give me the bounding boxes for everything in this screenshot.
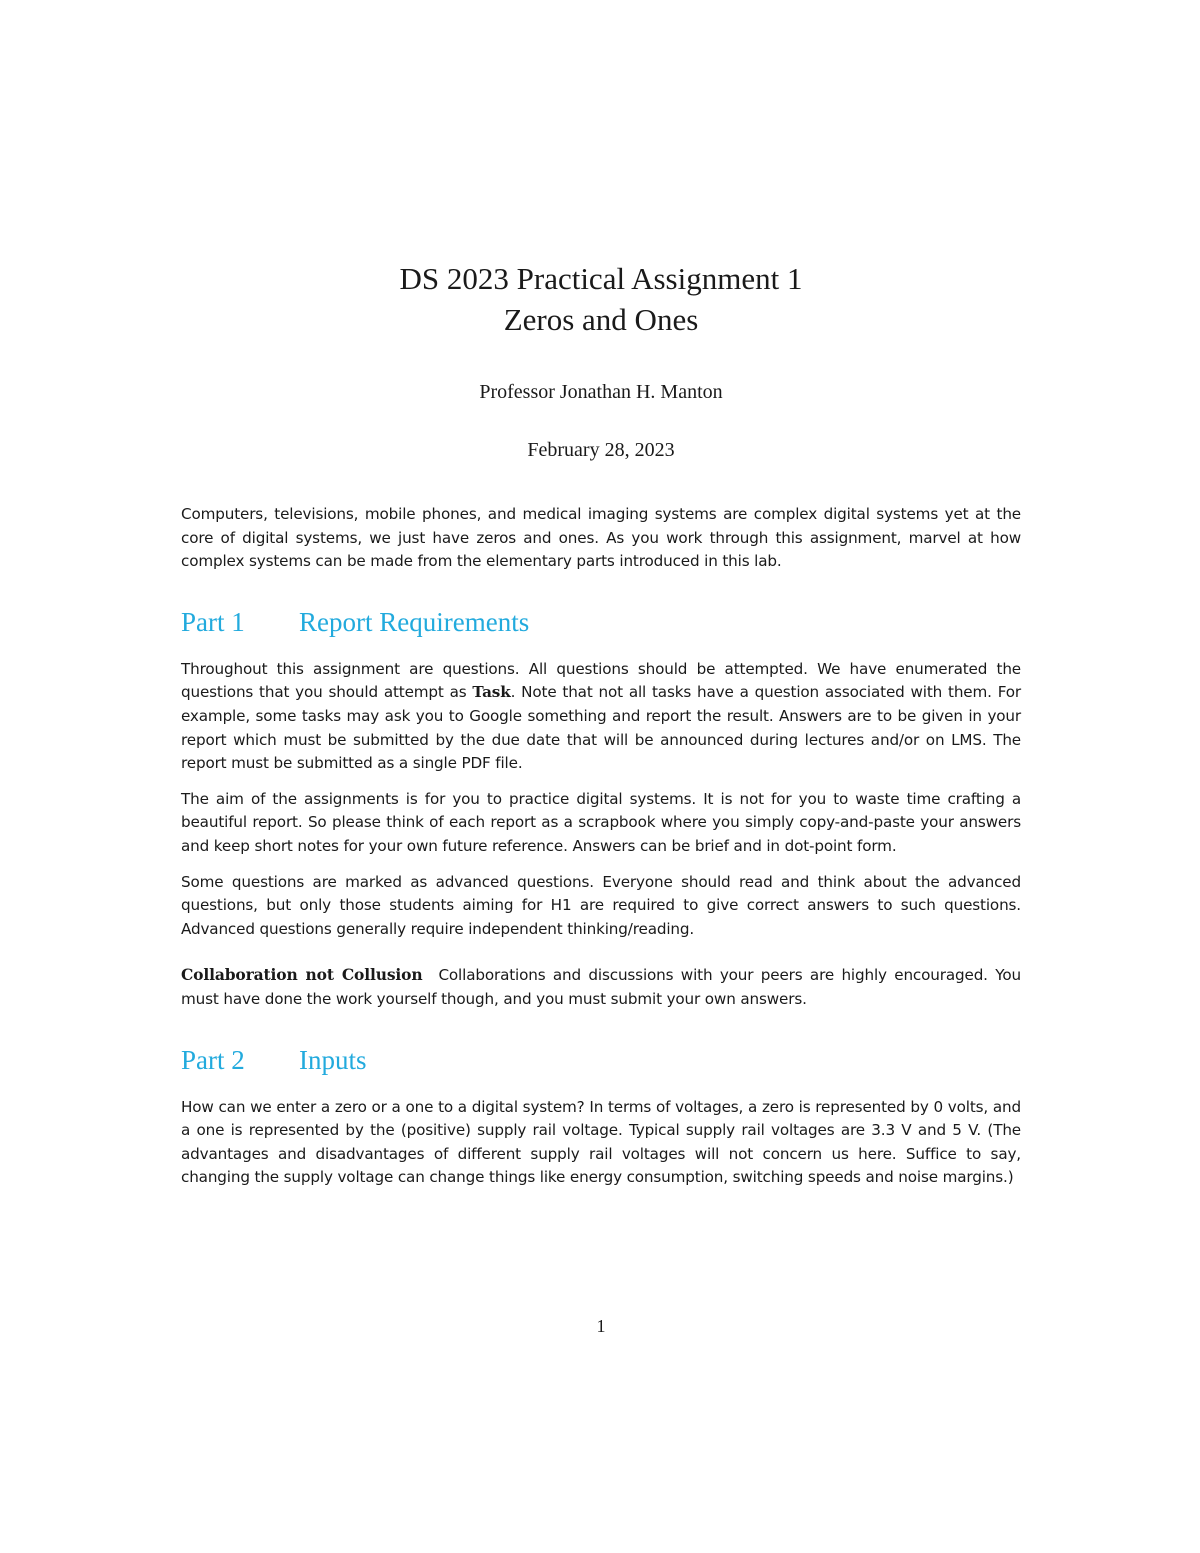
part2-paragraph-1: How can we enter a zero or a one to a digital system? In terms of voltages, a zero is represented by 0 volts, and a one is represented by the (positive) supply rail voltage. Typical supply rail voltages are 3.3 V and 5 V. (The advantages and disadvantages of different supply rail voltages will not concern us here. Suffice to say, changing the supply voltage can change things like energy consumption, switching speeds and noise margins.)	[181, 1097, 1021, 1187]
collaboration-heading: Collaboration not Collusion	[181, 965, 423, 985]
part1-paragraph-2: The aim of the assignments is for you to practice digital systems. It is not for you to waste time crafting a beautiful report. So please think of each report as a scrapbook where you simply copy-and-paste your answers and keep short notes for your own future reference. Answers can be brief and in dot-point form.	[181, 789, 1021, 855]
section-title: Report Requirements	[299, 606, 530, 637]
document-page	[181, 0, 1021, 1553]
title-line-1: DS 2023 Practical Assignment 1	[399, 261, 803, 296]
section-number: Part 1	[181, 606, 245, 637]
document-body	[181, 503, 1021, 1190]
title-line-2: Zeros and Ones	[503, 302, 699, 337]
date: February 28, 2023	[527, 439, 675, 461]
part1-paragraph-3: Some questions are marked as advanced questions. Everyone should read and think about the advanced questions, but only those students aiming for H1 are required to give correct answers to such questions. Advanced questions generally require independent thinking/reading.	[181, 872, 1021, 938]
section-title: Inputs	[299, 1044, 367, 1075]
task-keyword: Task	[472, 683, 511, 702]
section-number: Part 2	[181, 1044, 245, 1075]
document-title	[181, 258, 1021, 340]
part1-paragraph-1: Throughout this assignment are questions. All questions should be attempted. We have enumerated the questions that you should attempt as Task. Note that not all tasks have a question associated with them. For example, some tasks may ask you to Google something and report the result. Answers are to be given in your report which must be submitted by the due date that will be announced during lectures and/or on LMS. The report must be submitted as a single PDF file.	[181, 659, 1021, 773]
section-heading-part2	[181, 1042, 1021, 1078]
title-block	[181, 258, 1021, 464]
page-number: 1	[596, 1316, 606, 1336]
intro-paragraph: Computers, televisions, mobile phones, and medical imaging systems are complex digital systems yet at the core of digital systems, we just have zeros and ones. As you work through this assignment, marvel at how complex systems can be made from the elementary parts introduced in this lab.	[181, 505, 1021, 571]
section-heading-part1	[181, 604, 1021, 640]
author: Professor Jonathan H. Manton	[479, 381, 723, 403]
collaboration-paragraph: Collaboration not Collusion Collaborations and discussions with your peers are highly encouraged. You must have done the work yourself though, and you must submit your own answers.	[181, 965, 1021, 1008]
